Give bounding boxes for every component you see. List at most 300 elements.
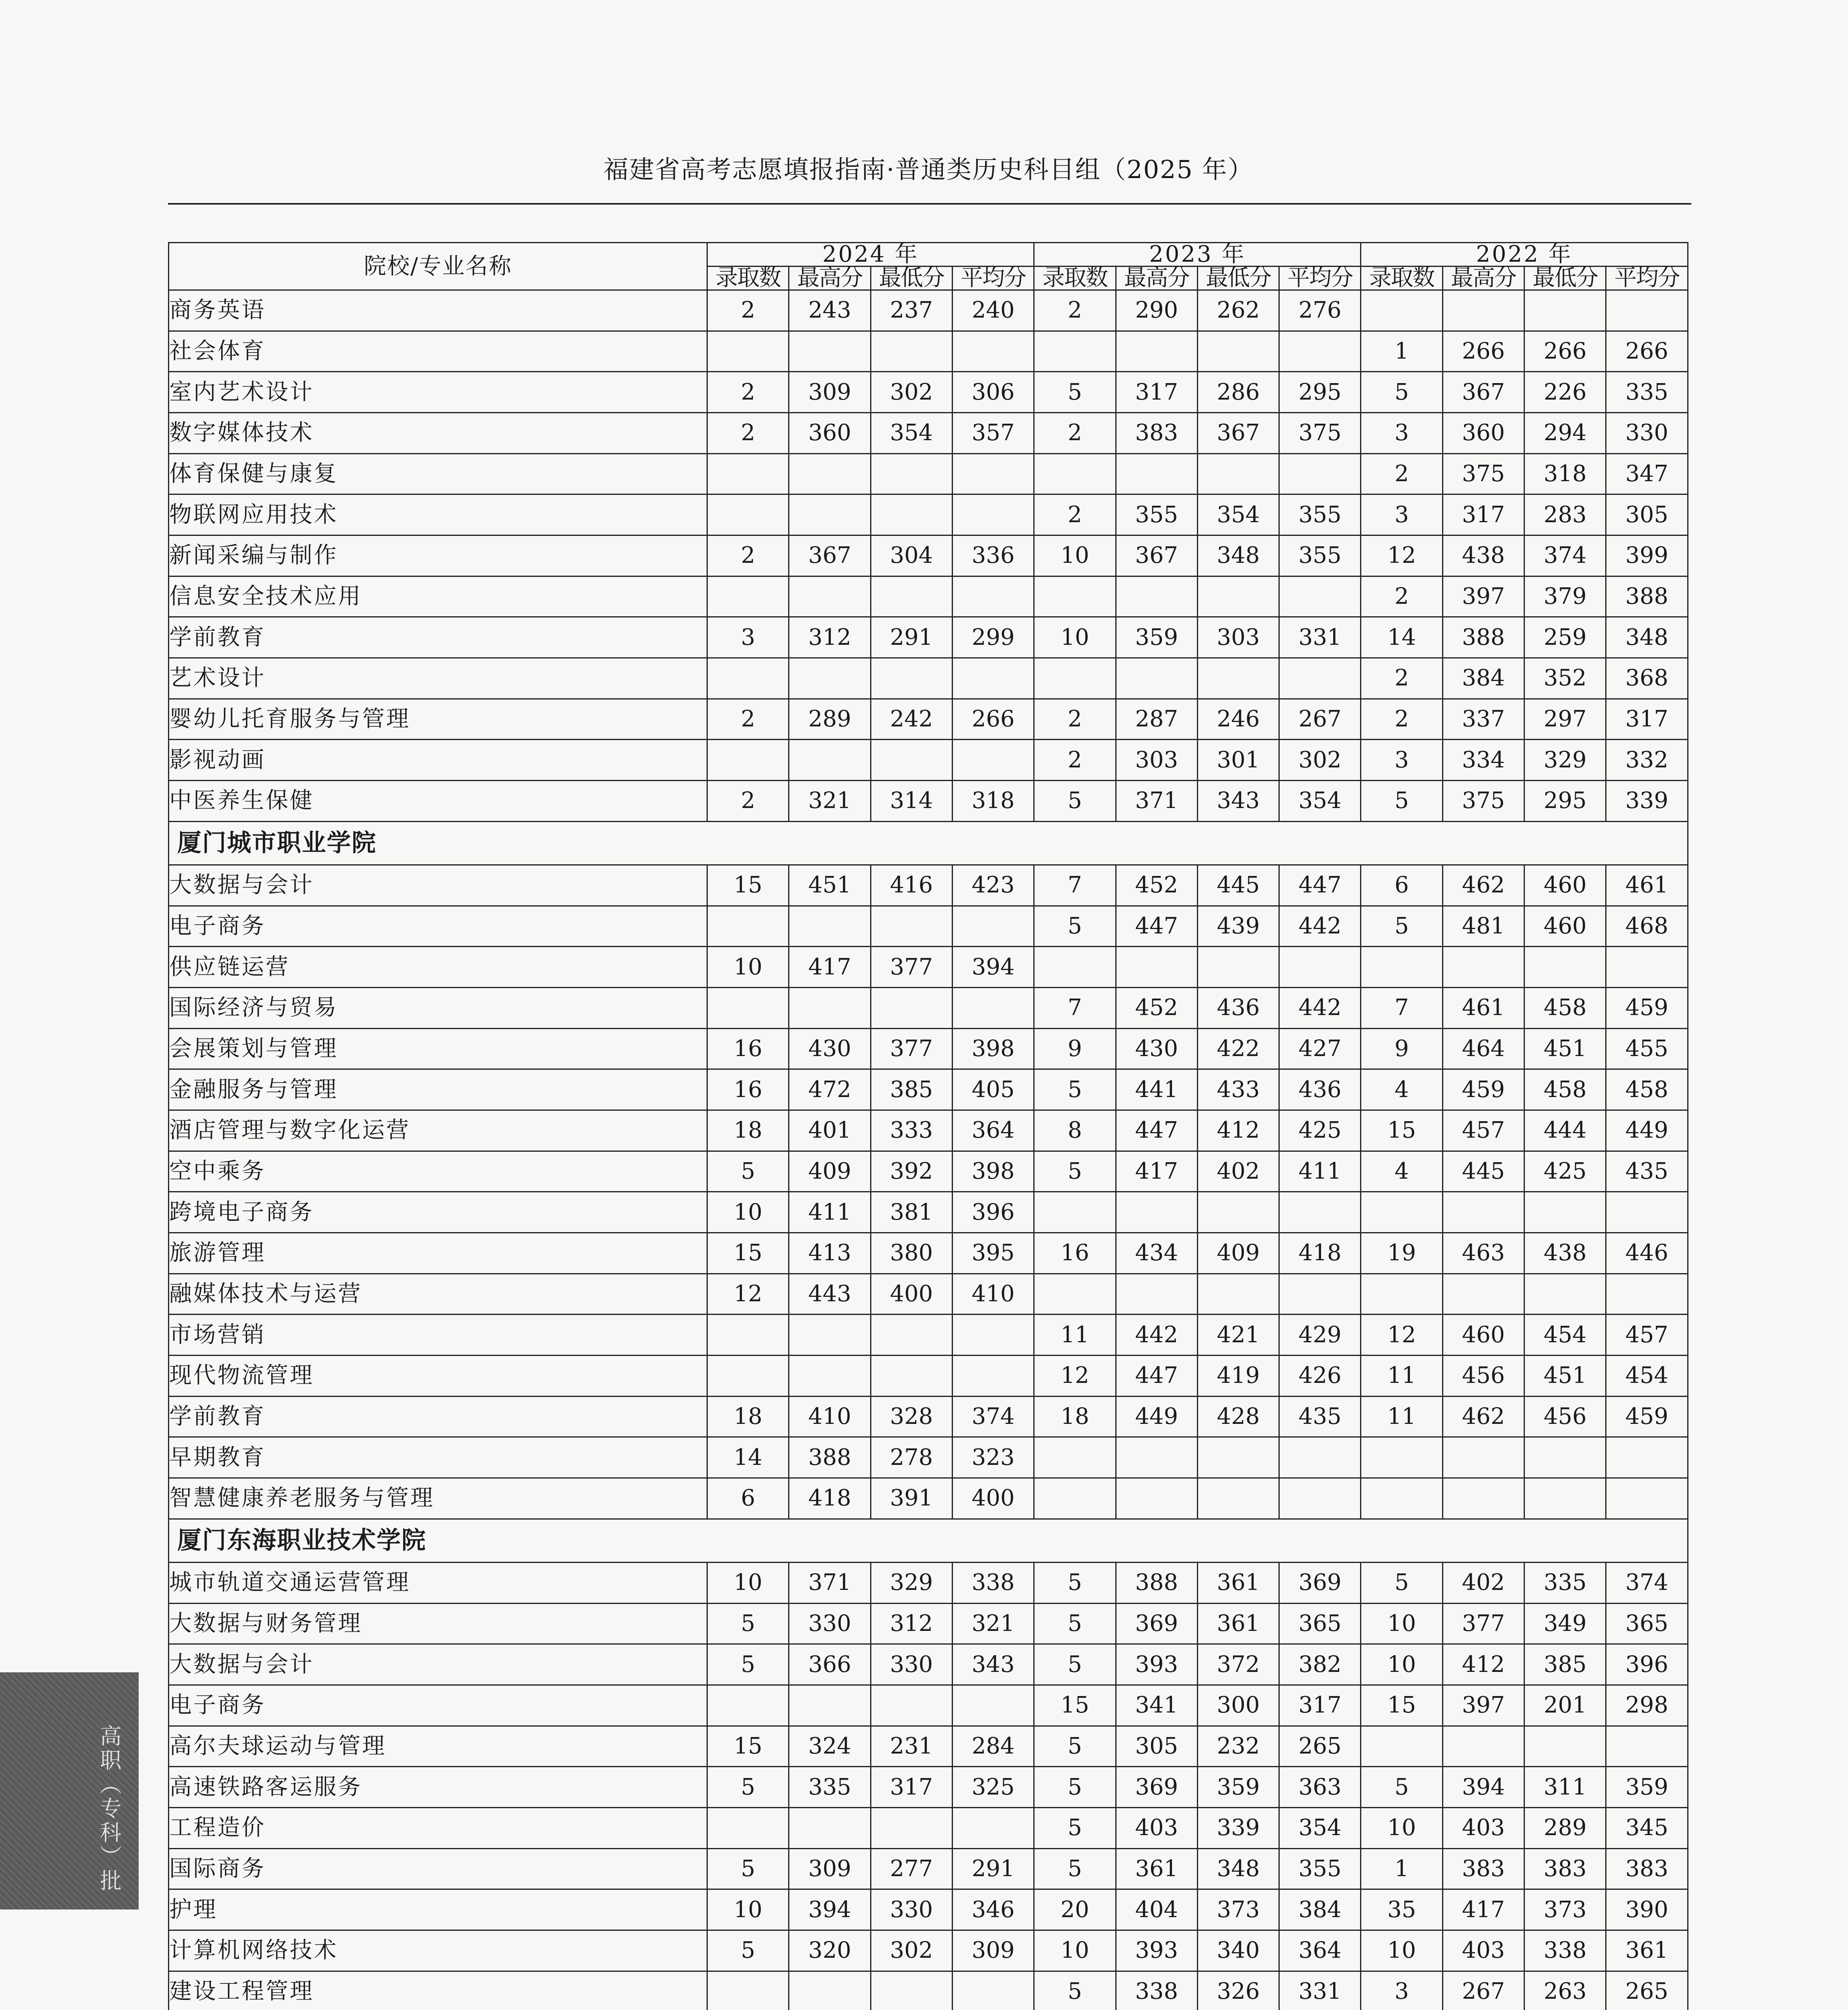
score-cell: 16	[707, 1069, 789, 1110]
score-cell: 383	[1606, 1848, 1688, 1889]
score-cell: 472	[789, 1069, 871, 1110]
score-cell	[1034, 1274, 1116, 1315]
score-cell: 400	[871, 1274, 952, 1315]
score-cell: 434	[1116, 1233, 1197, 1274]
score-cell: 369	[1116, 1767, 1197, 1808]
score-cell: 7	[1034, 865, 1116, 906]
score-cell: 348	[1197, 535, 1279, 576]
score-cell: 301	[1197, 740, 1279, 781]
score-cell: 11	[1034, 1315, 1116, 1356]
score-cell: 427	[1279, 1028, 1361, 1069]
score-cell: 388	[789, 1437, 871, 1478]
major-name: 高速铁路客运服务	[169, 1767, 707, 1808]
score-cell	[1279, 331, 1361, 372]
score-cell: 377	[1442, 1603, 1524, 1644]
score-cell: 375	[1442, 453, 1524, 494]
score-cell: 383	[1442, 1848, 1524, 1889]
score-cell: 401	[789, 1110, 871, 1151]
score-cell	[1197, 1274, 1279, 1315]
score-cell: 2	[707, 699, 789, 740]
score-cell: 367	[1442, 372, 1524, 413]
score-cell: 10	[1034, 617, 1116, 658]
score-cell: 456	[1442, 1355, 1524, 1396]
major-name: 城市轨道交通运营管理	[169, 1563, 707, 1604]
subheader-min: 最低分	[871, 267, 952, 290]
score-cell: 5	[1034, 1069, 1116, 1110]
score-cell: 317	[1606, 699, 1688, 740]
score-cell: 411	[789, 1192, 871, 1233]
score-cell: 318	[1524, 453, 1606, 494]
subheader-count: 录取数	[1361, 267, 1442, 290]
score-cell: 295	[1279, 372, 1361, 413]
score-cell: 433	[1197, 1069, 1279, 1110]
name-column-header: 院校/专业名称	[169, 243, 707, 290]
score-cell: 447	[1116, 1355, 1197, 1396]
score-cell: 374	[1524, 535, 1606, 576]
major-name: 建设工程管理	[169, 1971, 707, 2010]
score-cell: 15	[1361, 1110, 1442, 1151]
table-row	[169, 780, 1688, 821]
score-cell: 309	[952, 1930, 1034, 1971]
score-cell	[1606, 1478, 1688, 1519]
score-cell: 294	[1524, 412, 1606, 453]
score-cell	[1116, 576, 1197, 617]
score-cell	[1034, 1478, 1116, 1519]
score-cell: 242	[871, 699, 952, 740]
score-cell: 2	[1034, 290, 1116, 331]
score-cell: 201	[1524, 1685, 1606, 1726]
score-cell: 377	[871, 1028, 952, 1069]
score-cell: 317	[1442, 494, 1524, 535]
major-name: 早期教育	[169, 1437, 707, 1478]
score-cell: 287	[1116, 699, 1197, 740]
score-cell: 339	[1197, 1808, 1279, 1849]
table-row	[169, 740, 1688, 781]
score-cell	[871, 1685, 952, 1726]
score-cell: 2	[1361, 576, 1442, 617]
score-cell: 374	[952, 1396, 1034, 1437]
score-cell: 371	[789, 1563, 871, 1604]
score-cell: 2	[1034, 740, 1116, 781]
score-cell	[1034, 331, 1116, 372]
score-cell: 454	[1524, 1315, 1606, 1356]
score-cell	[871, 453, 952, 494]
score-cell: 396	[952, 1192, 1034, 1233]
score-cell: 302	[1279, 740, 1361, 781]
score-cell: 403	[1442, 1808, 1524, 1849]
score-cell: 460	[1524, 906, 1606, 947]
score-cell: 452	[1116, 988, 1197, 1029]
table-row	[169, 906, 1688, 947]
score-cell: 381	[871, 1192, 952, 1233]
table-row	[169, 1069, 1688, 1110]
score-cell	[1116, 1478, 1197, 1519]
score-cell: 357	[952, 412, 1034, 453]
score-cell: 409	[1197, 1233, 1279, 1274]
score-cell	[871, 1808, 952, 1849]
score-cell	[707, 1808, 789, 1849]
score-cell	[1034, 1437, 1116, 1478]
score-cell: 295	[1524, 780, 1606, 821]
score-cell: 404	[1116, 1889, 1197, 1930]
major-name: 市场营销	[169, 1315, 707, 1356]
score-cell: 388	[1606, 576, 1688, 617]
score-cell: 400	[952, 1478, 1034, 1519]
score-cell: 10	[707, 1563, 789, 1604]
score-cell: 10	[707, 1889, 789, 1930]
score-cell: 5	[1361, 780, 1442, 821]
score-cell: 5	[1034, 1848, 1116, 1889]
score-cell: 330	[789, 1603, 871, 1644]
score-cell: 329	[871, 1563, 952, 1604]
score-cell: 5	[1034, 1563, 1116, 1604]
subheader-avg: 平均分	[1279, 267, 1361, 290]
score-cell: 303	[1116, 740, 1197, 781]
score-cell	[707, 1315, 789, 1356]
score-cell: 347	[1606, 453, 1688, 494]
major-name: 国际商务	[169, 1848, 707, 1889]
major-name: 室内艺术设计	[169, 372, 707, 413]
subheader-max: 最高分	[1116, 267, 1197, 290]
score-cell: 338	[1524, 1930, 1606, 1971]
major-name: 学前教育	[169, 1396, 707, 1437]
table-row	[169, 865, 1688, 906]
school-header-row	[169, 821, 1688, 865]
score-cell: 15	[707, 1726, 789, 1767]
score-cell: 263	[1524, 1971, 1606, 2010]
score-cell: 9	[1361, 1028, 1442, 1069]
score-cell: 298	[1606, 1685, 1688, 1726]
score-cell	[952, 494, 1034, 535]
major-name: 社会体育	[169, 331, 707, 372]
major-name: 电子商务	[169, 1685, 707, 1726]
score-cell	[1279, 1274, 1361, 1315]
table-row	[169, 453, 1688, 494]
score-cell: 318	[952, 780, 1034, 821]
score-cell: 436	[1197, 988, 1279, 1029]
section-side-tab-label: 高职（专科）批	[96, 1725, 122, 1893]
score-cell	[1442, 1437, 1524, 1478]
score-cell: 232	[1197, 1726, 1279, 1767]
score-cell	[871, 988, 952, 1029]
score-cell: 367	[1197, 412, 1279, 453]
score-cell: 430	[789, 1028, 871, 1069]
score-cell: 445	[1442, 1151, 1524, 1192]
score-cell	[789, 740, 871, 781]
score-cell	[1524, 1478, 1606, 1519]
score-cell	[871, 331, 952, 372]
score-cell: 302	[871, 372, 952, 413]
score-cell: 361	[1606, 1930, 1688, 1971]
score-cell: 5	[1034, 1767, 1116, 1808]
score-cell: 449	[1116, 1396, 1197, 1437]
score-cell: 396	[1606, 1644, 1688, 1685]
score-cell	[1442, 1726, 1524, 1767]
score-cell: 16	[707, 1028, 789, 1069]
score-cell: 373	[1197, 1889, 1279, 1930]
major-name: 影视动画	[169, 740, 707, 781]
table-row	[169, 1848, 1688, 1889]
subheader-min: 最低分	[1197, 267, 1279, 290]
score-cell: 10	[1361, 1808, 1442, 1849]
score-cell	[707, 740, 789, 781]
score-cell: 359	[1197, 1767, 1279, 1808]
score-cell: 265	[1279, 1726, 1361, 1767]
score-cell	[1197, 1478, 1279, 1519]
score-cell: 5	[1034, 780, 1116, 821]
score-cell	[1606, 1192, 1688, 1233]
score-cell: 283	[1524, 494, 1606, 535]
score-cell: 7	[1034, 988, 1116, 1029]
score-cell	[871, 1971, 952, 2010]
score-cell: 384	[1442, 658, 1524, 699]
major-name: 会展策划与管理	[169, 1028, 707, 1069]
score-cell: 451	[1524, 1355, 1606, 1396]
score-cell	[789, 1355, 871, 1396]
score-cell	[1197, 1192, 1279, 1233]
score-cell: 305	[1116, 1726, 1197, 1767]
score-cell: 349	[1524, 1603, 1606, 1644]
score-cell: 3	[1361, 740, 1442, 781]
score-cell: 2	[707, 372, 789, 413]
score-cell: 375	[1442, 780, 1524, 821]
score-cell	[952, 1971, 1034, 2010]
major-name: 工程造价	[169, 1808, 707, 1849]
score-cell: 309	[789, 372, 871, 413]
score-cell: 355	[1279, 535, 1361, 576]
score-cell	[1197, 1437, 1279, 1478]
major-name: 电子商务	[169, 906, 707, 947]
score-cell: 388	[1442, 617, 1524, 658]
score-cell: 20	[1034, 1889, 1116, 1930]
table-row	[169, 1930, 1688, 1971]
score-cell	[871, 1315, 952, 1356]
score-cell: 303	[1197, 617, 1279, 658]
score-cell: 388	[1116, 1563, 1197, 1604]
score-cell: 10	[707, 1192, 789, 1233]
score-cell: 10	[1361, 1603, 1442, 1644]
score-cell	[952, 906, 1034, 947]
table-row	[169, 1971, 1688, 2010]
score-cell	[1361, 1192, 1442, 1233]
score-cell: 5	[1361, 372, 1442, 413]
score-cell: 262	[1197, 290, 1279, 331]
score-cell: 354	[1279, 780, 1361, 821]
score-cell: 426	[1279, 1355, 1361, 1396]
table-row	[169, 1151, 1688, 1192]
score-cell	[707, 331, 789, 372]
year-header-2023: 2023 年	[1034, 243, 1361, 267]
score-cell: 284	[952, 1726, 1034, 1767]
score-cell: 343	[952, 1644, 1034, 1685]
score-cell: 2	[1034, 412, 1116, 453]
major-name: 婴幼儿托育服务与管理	[169, 699, 707, 740]
table-row	[169, 1563, 1688, 1604]
score-cell: 243	[789, 290, 871, 331]
major-name: 大数据与会计	[169, 865, 707, 906]
score-cell: 458	[1606, 1069, 1688, 1110]
running-title: 福建省高考志愿填报指南·普通类历史科目组（2025 年）	[603, 155, 1254, 184]
score-cell	[1524, 1192, 1606, 1233]
table-row	[169, 1192, 1688, 1233]
table-row	[169, 1644, 1688, 1685]
score-cell: 3	[1361, 494, 1442, 535]
score-cell: 348	[1606, 617, 1688, 658]
score-cell: 359	[1606, 1767, 1688, 1808]
score-cell: 5	[707, 1644, 789, 1685]
score-cell: 438	[1524, 1233, 1606, 1274]
major-name: 酒店管理与数字化运营	[169, 1110, 707, 1151]
score-cell: 5	[1034, 1644, 1116, 1685]
score-cell: 277	[871, 1848, 952, 1889]
score-cell: 449	[1606, 1110, 1688, 1151]
score-cell: 468	[1606, 906, 1688, 947]
score-cell: 435	[1279, 1396, 1361, 1437]
score-cell: 332	[1606, 740, 1688, 781]
score-cell: 5	[1034, 1808, 1116, 1849]
table-row	[169, 331, 1688, 372]
score-cell: 462	[1442, 865, 1524, 906]
score-cell: 11	[1361, 1355, 1442, 1396]
score-cell: 365	[1606, 1603, 1688, 1644]
year-header-2024: 2024 年	[707, 243, 1034, 267]
score-cell	[952, 740, 1034, 781]
major-name: 大数据与会计	[169, 1644, 707, 1685]
score-cell: 397	[1442, 576, 1524, 617]
score-cell: 394	[952, 947, 1034, 988]
table-row	[169, 412, 1688, 453]
score-cell	[871, 576, 952, 617]
score-cell: 4	[1361, 1069, 1442, 1110]
score-cell: 305	[1606, 494, 1688, 535]
score-cell	[789, 1808, 871, 1849]
score-cell	[789, 658, 871, 699]
score-cell: 324	[789, 1726, 871, 1767]
score-cell: 2	[707, 290, 789, 331]
major-name: 金融服务与管理	[169, 1069, 707, 1110]
score-cell: 428	[1197, 1396, 1279, 1437]
score-cell: 361	[1116, 1848, 1197, 1889]
score-cell: 444	[1524, 1110, 1606, 1151]
score-cell: 10	[1034, 1930, 1116, 1971]
score-cell	[1034, 947, 1116, 988]
score-cell: 266	[1442, 331, 1524, 372]
score-cell: 364	[1279, 1930, 1361, 1971]
score-cell: 447	[1279, 865, 1361, 906]
score-cell: 12	[1034, 1355, 1116, 1396]
major-name: 供应链运营	[169, 947, 707, 988]
score-cell: 10	[1034, 535, 1116, 576]
score-cell: 354	[1279, 1808, 1361, 1849]
major-name: 护理	[169, 1889, 707, 1930]
score-cell: 405	[952, 1069, 1034, 1110]
score-cell: 246	[1197, 699, 1279, 740]
score-cell	[789, 576, 871, 617]
score-cell	[1279, 576, 1361, 617]
score-cell	[1524, 1726, 1606, 1767]
score-cell	[871, 494, 952, 535]
score-cell	[1442, 290, 1524, 331]
score-cell: 18	[707, 1396, 789, 1437]
score-cell: 375	[1279, 412, 1361, 453]
major-name: 体育保健与康复	[169, 453, 707, 494]
score-cell: 397	[1442, 1685, 1524, 1726]
score-cell: 11	[1361, 1396, 1442, 1437]
score-cell	[1197, 453, 1279, 494]
major-name: 计算机网络技术	[169, 1930, 707, 1971]
score-cell: 361	[1197, 1563, 1279, 1604]
score-cell: 231	[871, 1726, 952, 1767]
score-cell: 403	[1116, 1808, 1197, 1849]
table-row	[169, 617, 1688, 658]
score-cell: 5	[707, 1151, 789, 1192]
score-cell: 320	[789, 1930, 871, 1971]
score-cell: 15	[1361, 1685, 1442, 1726]
score-cell: 240	[952, 290, 1034, 331]
score-cell	[789, 453, 871, 494]
score-cell: 276	[1279, 290, 1361, 331]
score-cell	[1116, 453, 1197, 494]
score-cell: 5	[1034, 1726, 1116, 1767]
score-cell: 385	[1524, 1644, 1606, 1685]
major-name: 信息安全技术应用	[169, 576, 707, 617]
major-name: 中医养生保健	[169, 780, 707, 821]
score-cell: 2	[1361, 699, 1442, 740]
score-cell: 336	[952, 535, 1034, 576]
score-cell	[1034, 576, 1116, 617]
score-cell: 442	[1279, 906, 1361, 947]
table-row	[169, 1110, 1688, 1151]
major-name: 艺术设计	[169, 658, 707, 699]
table-row	[169, 535, 1688, 576]
score-cell: 413	[789, 1233, 871, 1274]
subheader-avg: 平均分	[952, 267, 1034, 290]
score-cell: 391	[871, 1478, 952, 1519]
score-cell: 312	[871, 1603, 952, 1644]
score-cell: 5	[1361, 1767, 1442, 1808]
score-cell: 369	[1279, 1563, 1361, 1604]
score-cell: 392	[871, 1151, 952, 1192]
score-cell	[952, 331, 1034, 372]
score-cell	[1279, 453, 1361, 494]
score-cell	[952, 453, 1034, 494]
score-cell: 355	[1279, 1848, 1361, 1889]
score-cell: 302	[871, 1930, 952, 1971]
score-cell	[707, 1355, 789, 1396]
score-cell	[952, 1355, 1034, 1396]
table-row	[169, 1478, 1688, 1519]
score-cell: 1	[1361, 1848, 1442, 1889]
score-cell	[1116, 331, 1197, 372]
score-cell: 390	[1606, 1889, 1688, 1930]
school-name: 厦门东海职业技术学院	[169, 1519, 1688, 1563]
score-cell: 443	[789, 1274, 871, 1315]
score-cell: 14	[707, 1437, 789, 1478]
score-cell: 361	[1197, 1603, 1279, 1644]
score-cell: 459	[1606, 988, 1688, 1029]
score-cell	[1442, 1274, 1524, 1315]
score-cell: 326	[1197, 1971, 1279, 2010]
major-name: 商务英语	[169, 290, 707, 331]
subheader-max: 最高分	[1442, 267, 1524, 290]
score-cell: 418	[789, 1478, 871, 1519]
score-cell	[789, 494, 871, 535]
score-cell	[1524, 1274, 1606, 1315]
table-row	[169, 1767, 1688, 1808]
score-cell: 412	[1197, 1110, 1279, 1151]
score-cell	[707, 988, 789, 1029]
score-cell: 457	[1442, 1110, 1524, 1151]
